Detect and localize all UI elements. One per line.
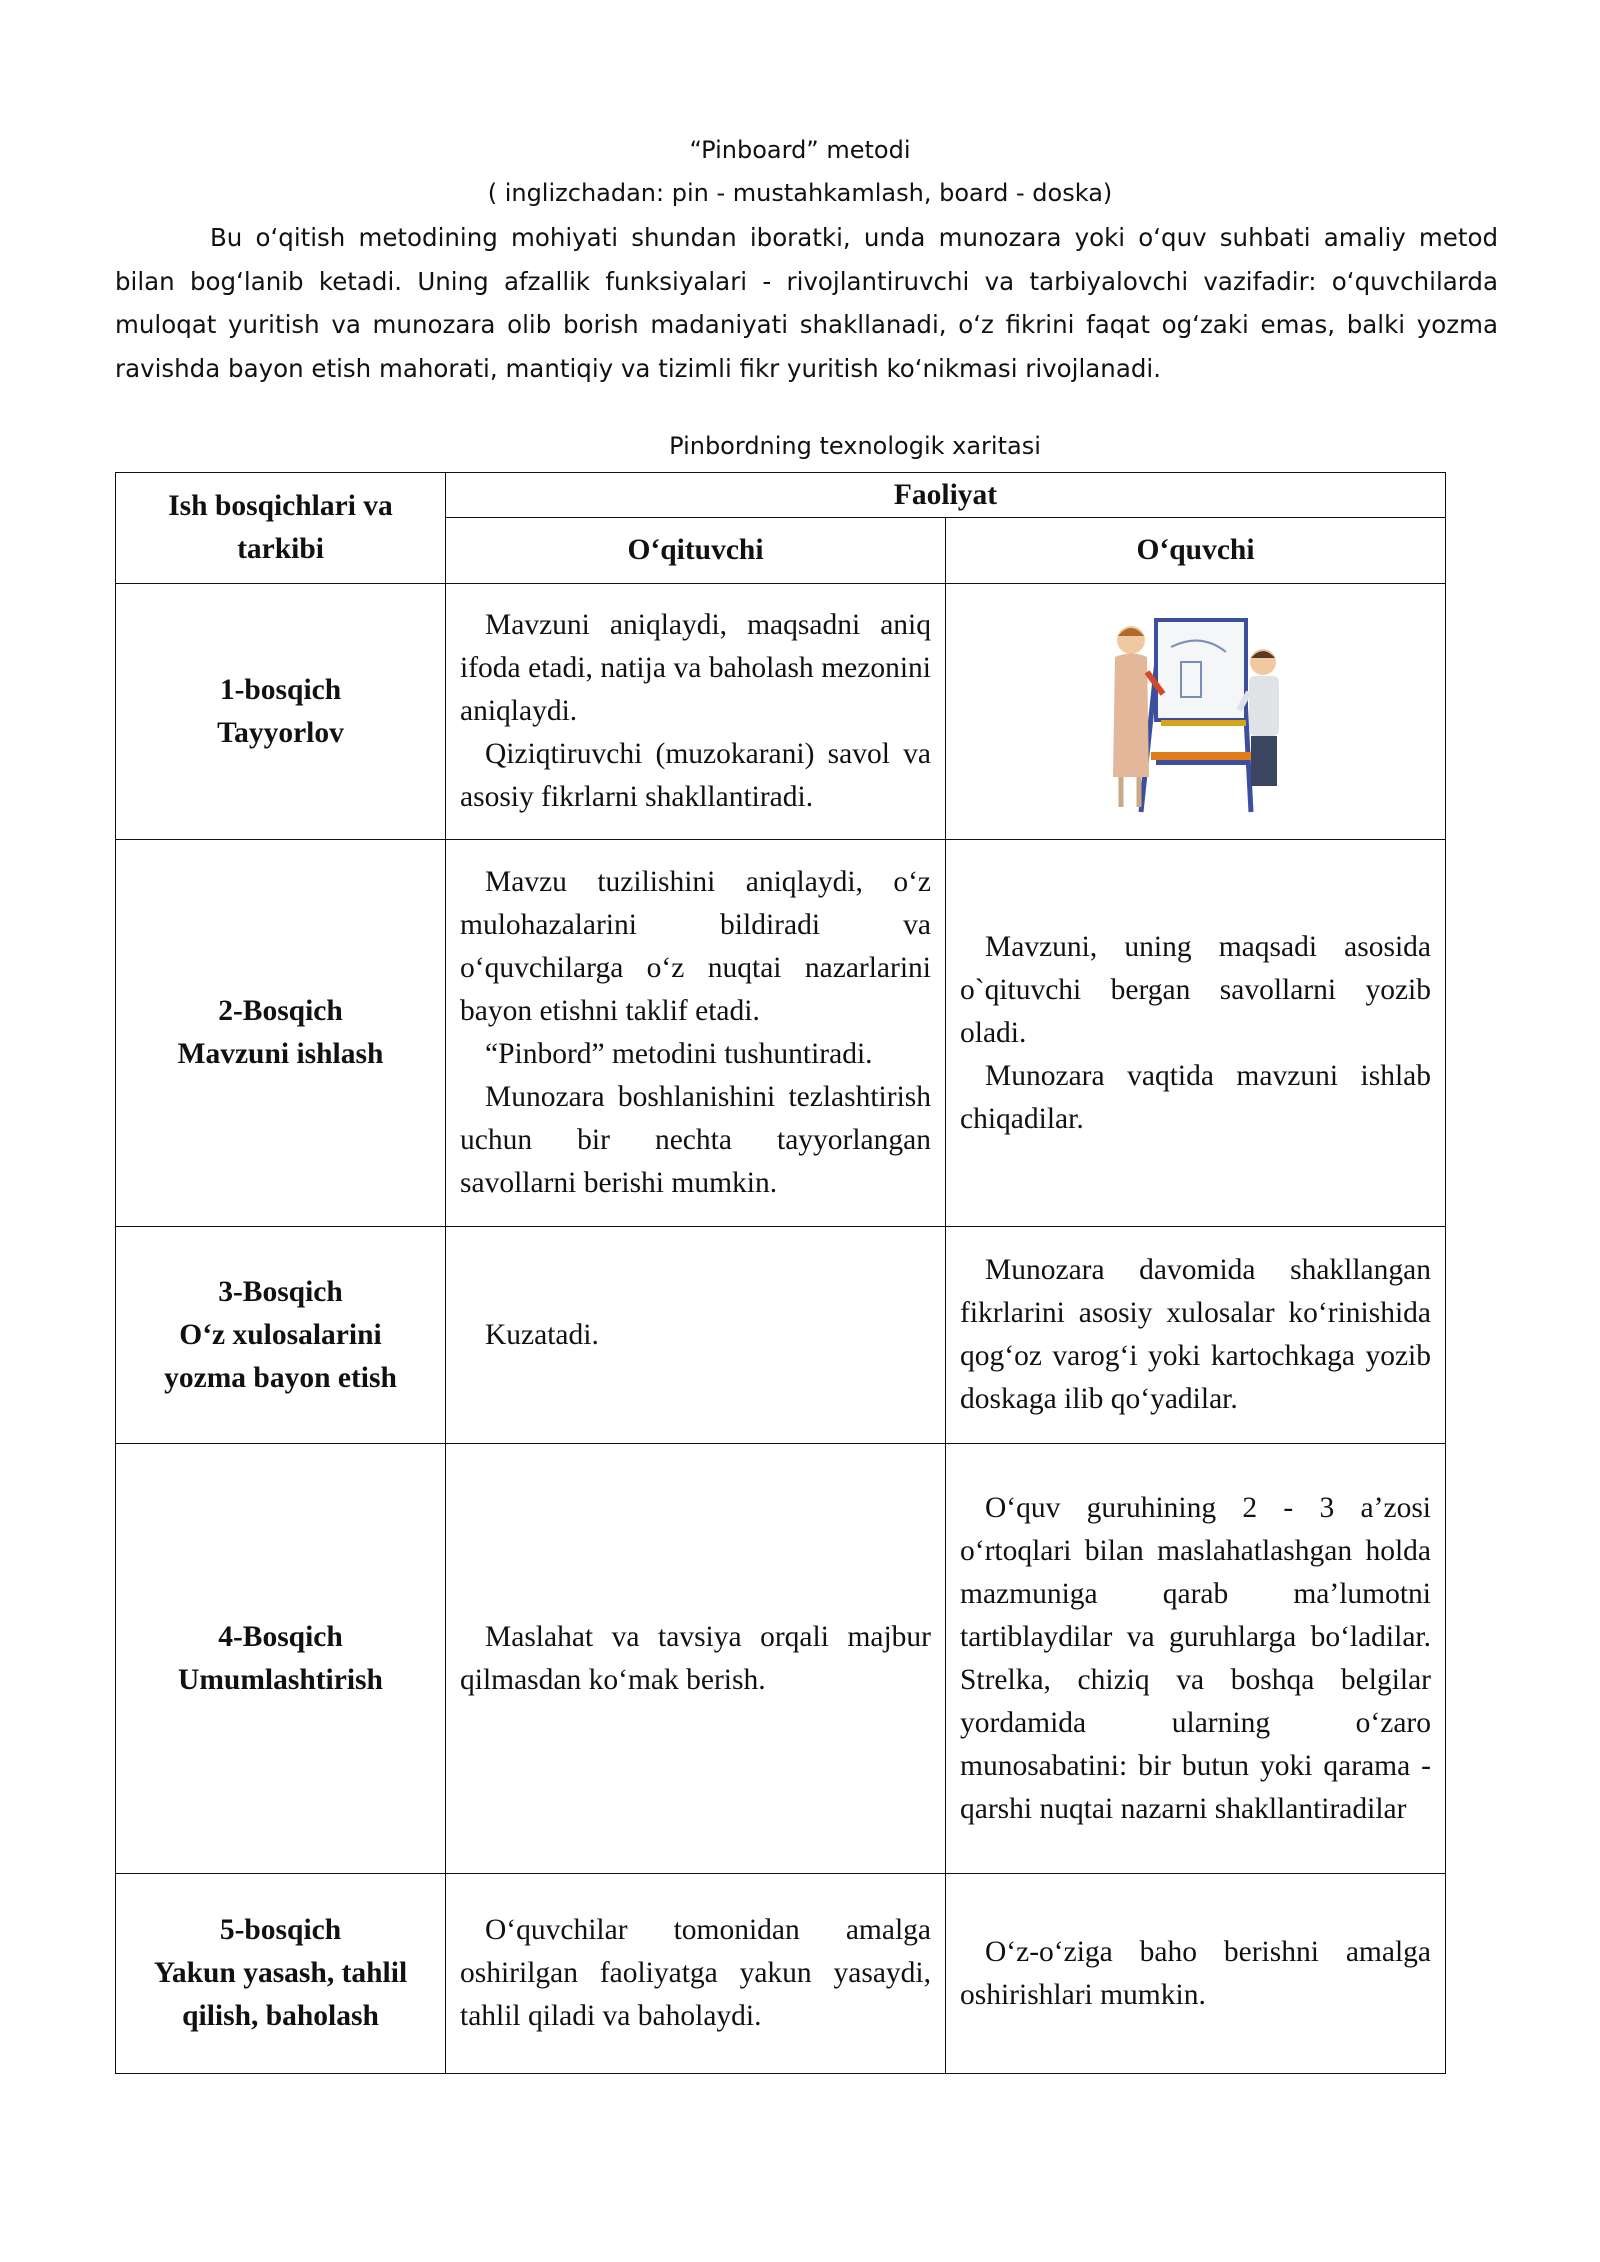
stage-cell (116, 1227, 446, 1444)
stage-name: Umumlashtirish (178, 1663, 383, 1696)
teacher-text: O‘quvchilar tomonidan amalga oshirilgan faoliyatga yakun yasaydi, tahlil qiladi va baholaydi. (460, 1914, 931, 2032)
table-row (116, 584, 1446, 840)
stage-number: 5-bosqich (219, 1914, 342, 1946)
header-activity: Faoliyat (446, 473, 1446, 518)
teacher-text: Kuzatadi. (485, 1318, 599, 1351)
header-stage-cell (116, 473, 446, 584)
table-caption: Pinbordning texnologik xaritasi (669, 432, 1041, 460)
table-row (116, 1444, 1446, 1874)
teacher-text: Mavzuni aniqlaydi, maqsadni aniq ifoda etadi, natija va baholash mezonini aniqlaydi. (460, 609, 931, 727)
teacher-text: “Pinbord” metodini tushuntiradi. (485, 1038, 873, 1070)
table-row (116, 1227, 1446, 1444)
children-at-board-illustration (1101, 602, 1291, 822)
table-row (116, 1874, 1446, 2074)
teacher-text: Maslahat va tavsiya orqali majbur qilmasdan ko‘mak berish. (460, 1620, 931, 1696)
stage-number: 3-Bosqich (218, 1275, 343, 1308)
student-text: Munozara davomida shakllangan fikrlarini asosiy xulosalar ko‘rinishida qog‘oz varog‘i yoki kartochkaga yozib doskaga ilib qo‘yadilar. (960, 1254, 1431, 1415)
student-cell (946, 840, 1446, 1227)
table-row (116, 840, 1446, 1227)
student-cell (946, 584, 1446, 840)
intro-paragraph (115, 216, 1498, 390)
teacher-cell (446, 1444, 946, 1874)
student-text: O‘quv guruhining 2 - 3 a’zosi o‘rtoqlari bilan maslahatlashgan holda mazmuniga qarab ma’lumotni tartiblaydilar va guruhlarga bo‘ladilar. Strelka, chiziq va boshqa belgilar yordamida ularning o‘zaro munosabatini: bir butun yoki qarama - qarshi nuqtai nazarni shakllantiradilar (960, 1491, 1431, 1825)
header-stage-line: tarkibi (237, 533, 324, 565)
teacher-cell (446, 584, 946, 840)
stage-cell (116, 1444, 446, 1874)
teacher-text: Qiziqtiruvchi (muzokarani) savol va asosiy fikrlarni shakllantiradi. (460, 738, 931, 813)
teacher-text: Mavzu tuzilishini aniqlaydi, o‘z mulohazalarini bildiradi va o‘quvchilarga o‘z nuqtai nazarlarini bayon etishni taklif etadi. (460, 866, 931, 1027)
stage-number: 1-bosqich (219, 673, 342, 706)
student-cell (946, 1227, 1446, 1444)
header-student: O‘quvchi (946, 518, 1446, 584)
technology-map-table (115, 472, 1446, 2074)
student-text: Munozara vaqtida mavzuni ishlab chiqadilar. (960, 1059, 1431, 1135)
header-stage-line: Ish bosqichlari va (168, 490, 393, 522)
stage-name: Mavzuni ishlash (177, 1038, 384, 1070)
stage-cell (116, 1874, 446, 2074)
teacher-cell (446, 840, 946, 1227)
header-row-1 (116, 473, 1446, 518)
page-subtitle: ( inglizchadan: pin - mustahkamlash, board - doska) (487, 179, 1113, 207)
stage-name: Yakun yasash, tahlil (153, 1957, 408, 1989)
stage-cell (116, 584, 446, 840)
student-cell (946, 1444, 1446, 1874)
stage-name: Tayyorlov (217, 716, 344, 749)
student-text: Mavzuni, uning maqsadi asosida o`qituvchi bergan savollarni yozib oladi. (960, 930, 1431, 1049)
stage-name: qilish, baholash (182, 2000, 379, 2032)
intro-text: Bu o‘qitish metodining mohiyati shundan iboratki, unda munozara yoki o‘quv suhbati amaliy metod bilan bog‘lanib ketadi. Uning afzallik funksiyalari - rivojlantiruvchi va tarbiyalovchi vazifadir: o‘quvchilarda muloqat yuritish va munozara olib borish madaniyati shakllanadi, o‘z fikrini faqat og‘zaki emas, balki yozma ravishda bayon etish mahorati, mantiqiy va tizimli fikr yuritish ko‘nikmasi rivojlanadi. (115, 223, 1498, 383)
student-cell (946, 1874, 1446, 2074)
page-title: “Pinboard” metodi (689, 136, 911, 164)
teacher-cell (446, 1874, 946, 2074)
stage-name: yozma bayon etish (164, 1361, 397, 1394)
stage-name: O‘z xulosalarini (179, 1318, 382, 1351)
teacher-cell (446, 1227, 946, 1444)
student-text: O‘z-o‘ziga baho berishni amalga oshirishlari mumkin. (960, 1935, 1431, 2011)
stage-number: 2-Bosqich (218, 995, 343, 1027)
stage-number: 4-Bosqich (218, 1620, 343, 1653)
header-teacher: O‘qituvchi (446, 518, 946, 584)
teacher-text: Munozara boshlanishini tezlashtirish uchun bir nechta tayyorlangan savollarni berishi mumkin. (460, 1081, 931, 1199)
stage-cell (116, 840, 446, 1227)
